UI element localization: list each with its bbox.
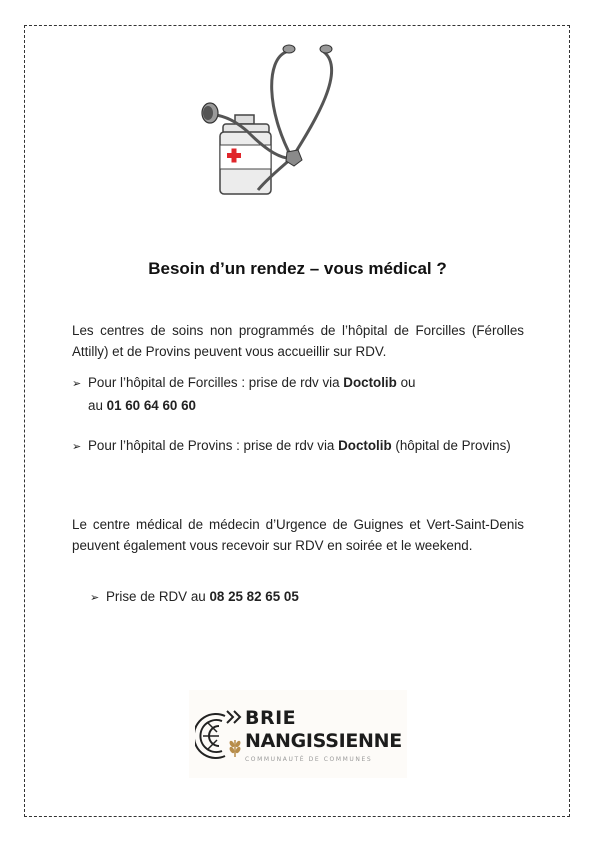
intro-paragraph: Les centres de soins non programmés de l’hôpital de Forcilles (Férolles Attilly) et de Provins peuvent vous accueillir sur RDV. — [72, 323, 524, 359]
logo — [189, 690, 407, 778]
logo-brie: BRIE — [245, 707, 297, 729]
phone-forcilles[interactable]: 01 60 64 60 60 — [106, 398, 196, 413]
bullet-provins: ➢ Pour l’hôpital de Provins : prise de rdv via Doctolib (hôpital de Provins) — [72, 435, 524, 458]
logo-nangissienne: NANGISSIENNE — [245, 730, 402, 752]
stethoscope-icon — [196, 40, 346, 200]
doctolib-link[interactable]: Doctolib — [338, 438, 392, 453]
bullet-forcilles: ➢ Pour l’hôpital de Forcilles : prise de rdv via Doctolib ou au 01 60 64 60 60 — [72, 375, 416, 413]
wheat-icon — [227, 736, 243, 758]
arrow-bullet-icon: ➢ — [90, 592, 100, 604]
logo-subtitle: COMMUNAUTÉ DE COMMUNES — [245, 756, 373, 763]
doctolib-link[interactable]: Doctolib — [343, 375, 397, 390]
arrow-bullet-icon: ➢ — [72, 378, 82, 390]
arrow-bullet-icon: ➢ — [72, 441, 82, 453]
page-title: Besoin d’un rendez – vous médical ? — [148, 259, 447, 278]
phone-rdv[interactable]: 08 25 82 65 05 — [209, 589, 299, 604]
urgence-paragraph: Le centre médical de médecin d’Urgence de Guignes et Vert-Saint-Denis peuvent également vous recevoir sur RDV en soirée et le weekend. — [72, 517, 524, 553]
chevron-right-icon — [225, 709, 243, 725]
bullet-rdv: ➢ Prise de RDV au 08 25 82 65 05 — [90, 586, 490, 609]
